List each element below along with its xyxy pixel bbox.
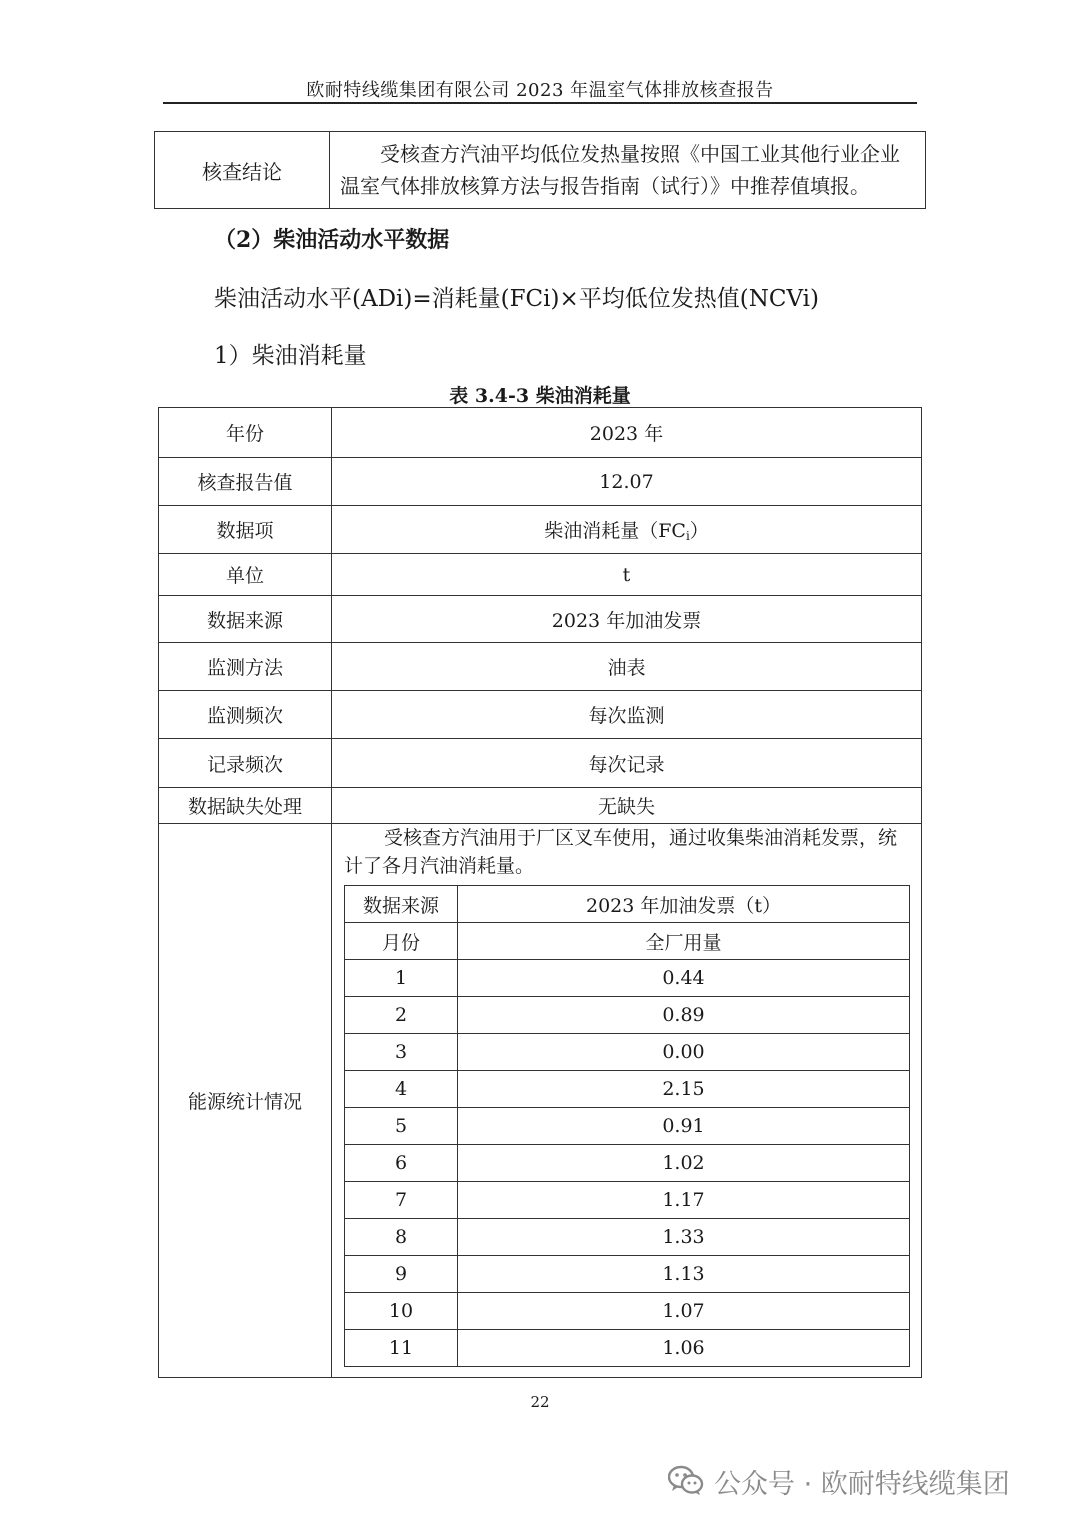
month-row	[345, 1330, 910, 1367]
table-row	[159, 643, 922, 691]
conclusion-label: 核查结论	[155, 132, 330, 209]
row-label: 记录频次	[159, 739, 332, 788]
month-cell: 11	[345, 1330, 458, 1367]
usage-cell: 1.02	[458, 1145, 910, 1182]
row-value	[332, 506, 922, 554]
row-label: 数据项	[159, 506, 332, 554]
monthly-usage-table	[344, 885, 910, 1367]
section-heading: （2）柴油活动水平数据	[214, 227, 450, 253]
row-value: 2023 年加油发票	[332, 596, 922, 643]
month-row	[345, 1293, 910, 1330]
inner-header-invoice: 2023 年加油发票（t）	[458, 886, 910, 923]
month-cell: 7	[345, 1182, 458, 1219]
conclusion-text: 受核查方汽油平均低位发热量按照《中国工业其他行业企业温室气体排放核算方法与报告指南（试行）》中推荐值填报。	[330, 132, 926, 209]
usage-cell: 1.07	[458, 1293, 910, 1330]
row-value: 每次记录	[332, 739, 922, 788]
row-value: 每次监测	[332, 691, 922, 739]
month-cell: 5	[345, 1108, 458, 1145]
inner-header-row	[345, 923, 910, 960]
header-divider	[163, 102, 917, 104]
row-label: 监测频次	[159, 691, 332, 739]
row-label: 数据缺失处理	[159, 788, 332, 824]
table-row	[159, 554, 922, 596]
energy-statistics-cell	[332, 824, 922, 1378]
activity-formula: 柴油活动水平(ADi)=消耗量(FCi)×平均低位发热值(NCVi)	[214, 286, 819, 312]
month-cell: 4	[345, 1071, 458, 1108]
usage-cell: 0.89	[458, 997, 910, 1034]
month-row	[345, 1182, 910, 1219]
month-cell: 10	[345, 1293, 458, 1330]
conclusion-table	[154, 131, 926, 209]
table-row	[159, 458, 922, 506]
watermark-text: 公众号 · 欧耐特线缆集团	[714, 1468, 1010, 1500]
row-value-end: ）	[689, 520, 709, 542]
month-row	[345, 960, 910, 997]
row-value: 油表	[332, 643, 922, 691]
month-cell: 6	[345, 1145, 458, 1182]
energy-statistics-text: 受核查方汽油用于厂区叉车使用，通过收集柴油消耗发票，统计了各月汽油消耗量。	[344, 827, 898, 877]
usage-cell: 1.33	[458, 1219, 910, 1256]
inner-header-month: 月份	[345, 923, 458, 960]
usage-cell: 2.15	[458, 1071, 910, 1108]
usage-cell: 0.00	[458, 1034, 910, 1071]
table-row	[159, 739, 922, 788]
month-row	[345, 1034, 910, 1071]
wechat-icon	[668, 1465, 704, 1497]
row-value: 2023 年	[332, 408, 922, 458]
usage-cell: 0.44	[458, 960, 910, 997]
inner-header-source: 数据来源	[345, 886, 458, 923]
month-cell: 1	[345, 960, 458, 997]
month-cell: 8	[345, 1219, 458, 1256]
page-number: 22	[530, 1393, 550, 1411]
usage-cell: 1.17	[458, 1182, 910, 1219]
month-row	[345, 1145, 910, 1182]
month-row	[345, 997, 910, 1034]
row-value: 无缺失	[332, 788, 922, 824]
table-row	[159, 506, 922, 554]
inner-header-row	[345, 886, 910, 923]
month-row	[345, 1108, 910, 1145]
usage-cell: 1.06	[458, 1330, 910, 1367]
row-value-main: 柴油消耗量（FC	[544, 520, 686, 542]
month-row	[345, 1256, 910, 1293]
energy-statistics-row	[159, 824, 922, 1378]
row-value: t	[332, 554, 922, 596]
table-row	[159, 691, 922, 739]
usage-cell: 1.13	[458, 1256, 910, 1293]
row-value: 12.07	[332, 458, 922, 506]
report-header-title: 欧耐特线缆集团有限公司 2023 年温室气体排放核查报告	[306, 80, 774, 101]
subsection-heading: 1）柴油消耗量	[214, 343, 367, 369]
row-label: 年份	[159, 408, 332, 458]
energy-statistics-label: 能源统计情况	[159, 824, 332, 1378]
inner-header-usage: 全厂用量	[458, 923, 910, 960]
diesel-consumption-table	[158, 407, 922, 1378]
month-row	[345, 1219, 910, 1256]
usage-cell: 0.91	[458, 1108, 910, 1145]
month-cell: 2	[345, 997, 458, 1034]
row-label: 监测方法	[159, 643, 332, 691]
row-value-subscript: i	[685, 529, 690, 543]
row-label: 数据来源	[159, 596, 332, 643]
month-cell: 9	[345, 1256, 458, 1293]
table-row	[159, 596, 922, 643]
month-row	[345, 1071, 910, 1108]
table-row	[159, 408, 922, 458]
month-cell: 3	[345, 1034, 458, 1071]
row-label: 单位	[159, 554, 332, 596]
table-row	[159, 788, 922, 824]
row-label: 核查报告值	[159, 458, 332, 506]
table-caption: 表 3.4-3 柴油消耗量	[449, 385, 631, 407]
wechat-watermark	[668, 1459, 1010, 1503]
